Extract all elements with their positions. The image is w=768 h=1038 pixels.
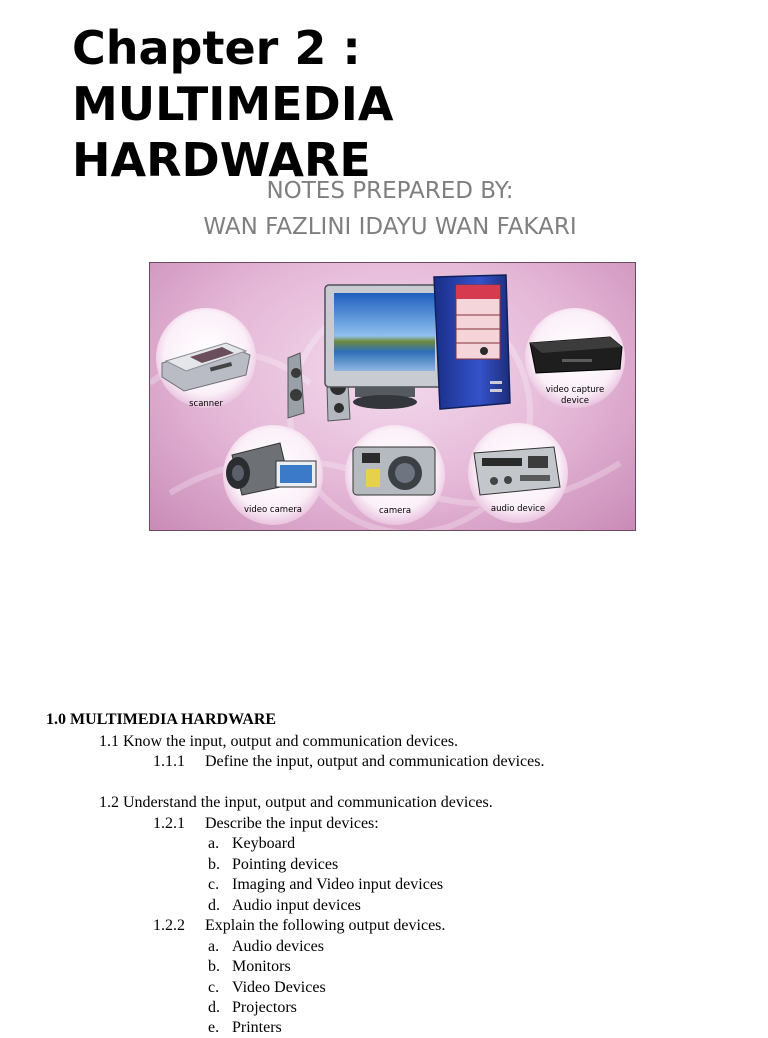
title-line-3: HARDWARE xyxy=(72,133,371,187)
output-item-monitors: Monitors xyxy=(232,958,291,975)
section-1-2-1-number: 1.2.1 xyxy=(153,815,185,832)
input-item-letter: a. xyxy=(208,835,220,852)
video-camera-label: video camera xyxy=(243,505,303,515)
video-capture-label-1: video capture xyxy=(545,385,605,395)
scanner-label: scanner xyxy=(189,399,223,409)
scanner-icon xyxy=(156,308,256,408)
input-item-letter: b. xyxy=(208,856,220,873)
output-item-audio: Audio devices xyxy=(232,938,324,955)
section-1-2: 1.2 Understand the input, output and communication devices. xyxy=(99,794,493,811)
input-item-audio: Audio input devices xyxy=(232,897,361,914)
title-line-2: MULTIMEDIA xyxy=(72,77,394,131)
input-item-pointing: Pointing devices xyxy=(232,856,339,873)
title-line-1: Chapter 2 : xyxy=(72,21,361,75)
section-1-2-2-text: Explain the following output devices. xyxy=(205,917,446,934)
multimedia-hardware-illustration xyxy=(149,262,636,531)
section-1-1-1-text: Define the input, output and communication devices. xyxy=(205,753,545,770)
chapter-title xyxy=(72,20,393,188)
output-item-printers: Printers xyxy=(232,1019,282,1036)
notes-author: WAN FAZLINI IDAYU WAN FAKARI xyxy=(203,214,577,240)
output-item-letter: e. xyxy=(208,1019,220,1036)
input-item-letter: c. xyxy=(208,876,220,893)
output-item-letter: c. xyxy=(208,979,220,996)
audio-device-label: audio device xyxy=(490,504,546,514)
section-1-2-1-text: Describe the input devices: xyxy=(205,815,379,832)
notes-prepared-by: NOTES PREPARED BY: xyxy=(266,178,514,204)
computer-tower-icon xyxy=(434,275,510,409)
section-1-1-1-number: 1.1.1 xyxy=(153,753,185,770)
input-item-keyboard: Keyboard xyxy=(232,835,296,852)
camera-label: camera xyxy=(378,506,412,516)
section-heading: 1.0 MULTIMEDIA HARDWARE xyxy=(46,711,277,728)
output-item-projectors: Projectors xyxy=(232,999,297,1016)
input-item-letter: d. xyxy=(208,897,220,914)
video-capture-label-2: device xyxy=(561,396,589,406)
output-item-letter: b. xyxy=(208,958,220,975)
section-1-2-2-number: 1.2.2 xyxy=(153,917,185,934)
output-item-video: Video Devices xyxy=(232,979,326,996)
output-item-letter: d. xyxy=(208,999,220,1016)
output-item-letter: a. xyxy=(208,938,220,955)
input-item-imaging: Imaging and Video input devices xyxy=(232,876,444,893)
section-1-1: 1.1 Know the input, output and communication devices. xyxy=(99,733,459,750)
